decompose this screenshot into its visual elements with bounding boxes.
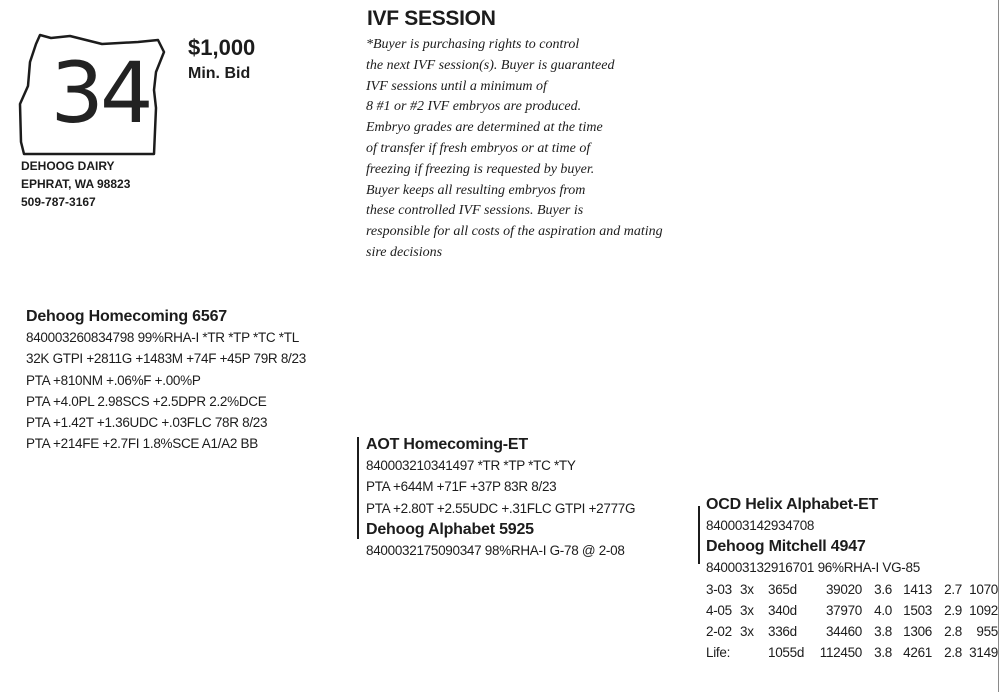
lactation-records-table — [706, 579, 998, 664]
ivf-terms-line: freezing if freezing is requested by buyer. — [366, 161, 595, 177]
sire-detail-line: PTA +644M +71F +37P 83R 8/23 — [366, 479, 557, 495]
lactation-record-cell: 1070 — [969, 581, 998, 597]
lactation-record-cell: 3149 — [969, 645, 998, 661]
lactation-record-cell: 2-02 — [706, 624, 732, 640]
lactation-record-cell: 1306 — [903, 624, 932, 640]
animal-detail-line: PTA +4.0PL 2.98SCS +2.5DPR 2.2%DCE — [26, 393, 267, 409]
animal-pedigree — [26, 306, 306, 455]
ivf-terms-line: Embryo grades are determined at the time — [366, 120, 603, 136]
sire-detail-line: 840003210341497 *TR *TP *TC *TY — [366, 458, 576, 473]
ivf-session-title: IVF SESSION — [367, 7, 496, 30]
animal-detail-line: PTA +1.42T +1.36UDC +.03FLC 78R 8/23 — [26, 415, 268, 431]
animal-detail-line: PTA +214FE +2.7FI 1.8%SCE A1/A2 BB — [26, 436, 258, 452]
lactation-record-cell: 34460 — [825, 624, 862, 640]
dam-name: Dehoog Alphabet 5925 — [366, 520, 534, 538]
animal-name: Dehoog Homecoming 6567 — [26, 308, 227, 325]
lactation-record-row — [706, 642, 998, 663]
lactation-record-cell — [740, 642, 768, 663]
sire-dam-block — [357, 434, 635, 561]
lactation-record-cell: Life: — [706, 645, 731, 661]
maternal-grandsire-name: OCD Helix Alphabet-ET — [706, 496, 879, 513]
lactation-record-cell: 3x — [740, 602, 754, 618]
lot-badge — [18, 30, 168, 158]
sire-name: AOT Homecoming-ET — [366, 436, 528, 453]
ivf-terms-line: IVF sessions until a minimum of — [366, 78, 547, 94]
ivf-session-terms — [366, 35, 716, 264]
ivf-terms-line: of transfer if fresh embryos or at time of — [366, 140, 591, 156]
page-right-edge — [998, 0, 999, 692]
lactation-record-cell: 3.8 — [874, 645, 892, 661]
lactation-record-cell: 3x — [740, 624, 754, 640]
granddam-name: Dehoog Mitchell 4947 — [706, 538, 866, 556]
seller-phone: 509-787-3167 — [21, 195, 96, 209]
lactation-record-cell: 3.6 — [874, 581, 892, 597]
lactation-record-cell: 3-03 — [706, 581, 732, 597]
grandparents-block — [698, 494, 998, 664]
lactation-record-cell: 1503 — [903, 602, 932, 618]
lactation-record-cell: 2.8 — [944, 645, 962, 661]
lactation-record-cell: 336d — [768, 624, 797, 640]
lactation-record-cell: 2.9 — [944, 602, 962, 618]
lactation-record-cell: 4-05 — [706, 602, 732, 618]
lot-number: 34 — [50, 44, 150, 142]
lactation-record-cell: 2.7 — [944, 581, 962, 597]
lactation-record-cell: 4261 — [903, 645, 932, 661]
lactation-record-cell: 1413 — [903, 581, 932, 597]
lactation-record-cell: 37970 — [825, 602, 862, 618]
lactation-record-cell: 4.0 — [874, 602, 892, 618]
ivf-terms-line: responsible for all costs of the aspiration and mating — [366, 224, 663, 240]
ivf-terms-line: sire decisions — [366, 244, 443, 260]
seller-name: DEHOOG DAIRY — [21, 159, 115, 173]
animal-detail-line: 840003260834798 99%RHA-I *TR *TP *TC *TL — [26, 330, 299, 345]
seller-info — [21, 157, 130, 211]
lactation-record-cell: 340d — [768, 602, 797, 618]
animal-detail-line: 32K GTPI +2811G +1483M +74F +45P 79R 8/23 — [26, 351, 306, 367]
lactation-record-cell: 2.8 — [944, 624, 962, 640]
lactation-record-cell: 1092 — [969, 602, 998, 618]
ivf-terms-line: 8 #1 or #2 IVF embryos are produced. — [366, 99, 582, 115]
lactation-record-cell: 39020 — [825, 581, 862, 597]
ivf-terms-line: Buyer keeps all resulting embryos from — [366, 182, 586, 198]
ivf-terms-line: the next IVF session(s). Buyer is guaranteed — [366, 57, 615, 73]
minimum-bid-label: Min. Bid — [188, 65, 251, 82]
dam-detail-line: 8400032175090347 98%RHA-I G-78 @ 2-08 — [366, 542, 625, 558]
ivf-terms-line: *Buyer is purchasing rights to control — [366, 37, 580, 52]
lactation-record-cell: 3.8 — [874, 624, 892, 640]
minimum-bid-amount: $1,000 — [188, 35, 256, 60]
lactation-record-cell: 1055d — [768, 645, 805, 661]
lactation-record-row — [706, 600, 998, 621]
sire-detail-line: PTA +2.80T +2.55UDC +.31FLC GTPI +2777G — [366, 500, 636, 516]
lactation-record-cell: 3x — [740, 581, 754, 597]
maternal-grandsire-detail: 840003142934708 — [706, 518, 815, 533]
lactation-record-cell: 112450 — [819, 645, 862, 661]
ivf-terms-line: these controlled IVF sessions. Buyer is — [366, 203, 584, 219]
granddam-detail: 840003132916701 96%RHA-I VG-85 — [706, 560, 920, 576]
seller-location: EPHRAT, WA 98823 — [21, 177, 131, 191]
lactation-record-row — [706, 579, 998, 600]
animal-detail-line: PTA +810NM +.06%F +.00%P — [26, 372, 201, 388]
lactation-record-cell: 365d — [768, 581, 797, 597]
lactation-record-cell: 955 — [976, 624, 998, 640]
lactation-record-row — [706, 621, 998, 642]
